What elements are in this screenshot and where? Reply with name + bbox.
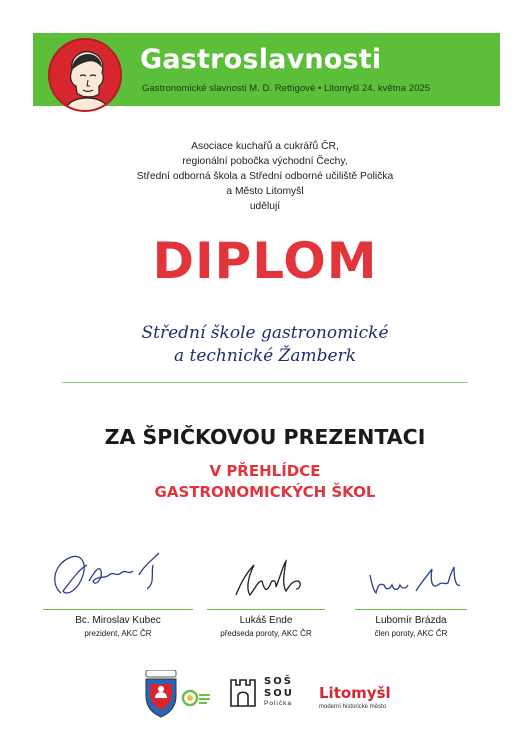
award-sub-line: GASTRONOMICKÝCH ŠKOL bbox=[154, 483, 376, 501]
diploma-title: DIPLOM bbox=[152, 232, 378, 290]
logo-text: moderní historické město bbox=[319, 704, 387, 710]
signature-block-brazda bbox=[331, 545, 491, 638]
logo-text: Litomyšl bbox=[319, 684, 391, 702]
event-subtitle: Gastronomické slavnosti M. D. Rettigové • Litomyšl 24. května 2025 bbox=[142, 83, 431, 94]
signature-kubec-icon bbox=[43, 545, 193, 607]
issuer-line: Střední odborná škola a Střední odborné učiliště Polička bbox=[136, 171, 394, 182]
signature-line bbox=[207, 609, 325, 610]
recipient-line: Střední škole gastronomické bbox=[141, 323, 389, 343]
award-subheading bbox=[0, 461, 530, 503]
signatory-role: předseda poroty, AKC ČR bbox=[220, 629, 312, 638]
green-ring-logo-icon bbox=[181, 688, 211, 715]
award-heading: ZA ŠPIČKOVOU PREZENTACI bbox=[104, 425, 426, 449]
akc-crest-icon bbox=[140, 670, 182, 723]
signature-block-kubec bbox=[38, 545, 198, 638]
issuer-line: regionální pobočka východní Čechy, bbox=[182, 156, 348, 167]
sos-sou-policka-logo bbox=[228, 676, 308, 714]
logo-text: Polička bbox=[264, 700, 292, 707]
signatory-role: prezident, AKC ČR bbox=[84, 629, 152, 638]
signature-brazda-icon bbox=[346, 545, 476, 607]
signatory-name: Bc. Miroslav Kubec bbox=[75, 615, 161, 626]
signatory-name: Lukáš Ende bbox=[239, 615, 293, 626]
litomysl-logo bbox=[319, 684, 391, 710]
logo-text: SOŠ bbox=[264, 676, 293, 687]
recipient-line: a technické Žamberk bbox=[173, 346, 356, 366]
issuer-line: Asociace kuchařů a cukrářů ČR, bbox=[191, 141, 339, 152]
signature-line bbox=[355, 609, 467, 610]
logo-text: SOU bbox=[264, 688, 294, 699]
signatory-name: Lubomír Brázda bbox=[375, 615, 447, 626]
issuers-block bbox=[80, 139, 450, 214]
castle-icon bbox=[228, 676, 258, 710]
portrait-badge-icon bbox=[48, 38, 122, 112]
award-sub-line: V PŘEHLÍDCE bbox=[209, 462, 321, 480]
recipient-block bbox=[60, 322, 470, 368]
signature-block-ende bbox=[186, 545, 346, 638]
issuer-line: a Město Litomyšl bbox=[226, 186, 304, 197]
event-title: Gastroslavnosti bbox=[140, 44, 382, 75]
signatory-role: člen poroty, AKC ČR bbox=[374, 629, 448, 638]
signature-ende-icon bbox=[206, 545, 326, 607]
issuer-line: udělují bbox=[249, 201, 281, 212]
divider-line bbox=[62, 382, 468, 383]
signature-line bbox=[43, 609, 193, 610]
